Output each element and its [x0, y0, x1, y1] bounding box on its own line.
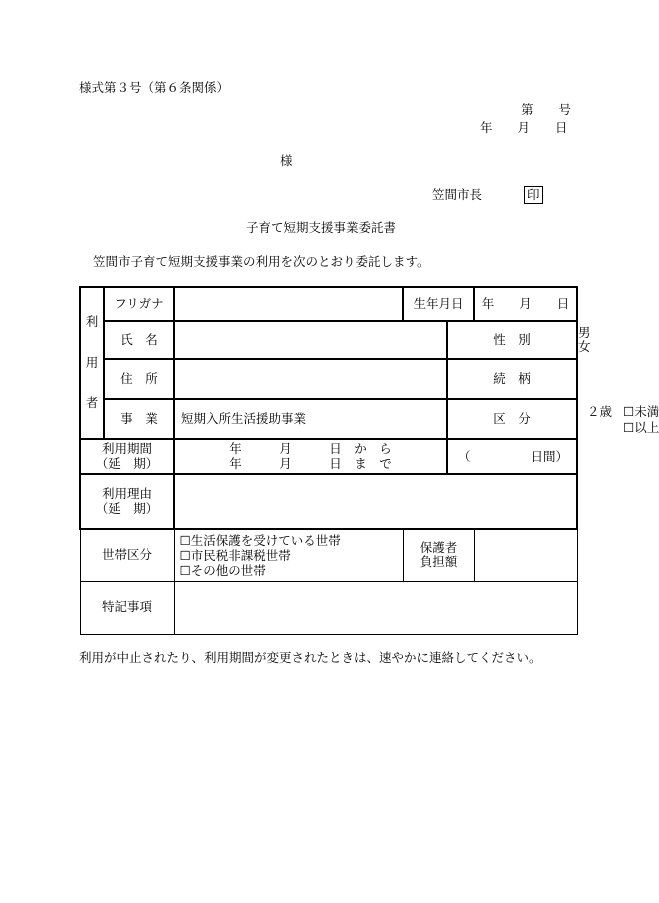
row-service: [80, 399, 577, 439]
period-label: [80, 439, 174, 474]
period-dates[interactable]: [174, 439, 447, 474]
row-name: 氏 名 性 別 男 女: [80, 321, 577, 359]
category-label: 区 分: [447, 399, 577, 439]
document-title: 子育て短期支援事業委託書: [246, 220, 397, 235]
household-label: 世帯区分: [80, 529, 174, 581]
issuer-name: 笠間市長: [432, 187, 483, 202]
form-number: 様式第３号（第６条関係）: [79, 80, 230, 95]
guardian-burden-field[interactable]: [474, 529, 577, 581]
period-days-open: （: [458, 448, 471, 464]
age-over-checkbox[interactable]: ☐以上: [623, 420, 659, 435]
guardian-label-line1: 保護者: [419, 539, 458, 555]
birthdate-field[interactable]: 年 月 日: [474, 287, 577, 321]
reason-label-line2: （延 期）: [95, 500, 159, 516]
user-group-label: [80, 287, 104, 439]
service-value: 短期入所生活援助事業: [174, 399, 447, 439]
intro-text: 笠間市子育て短期支援事業の利用を次のとおり委託します。: [93, 254, 430, 269]
entrustment-form-table: [79, 286, 659, 635]
seal-stamp: 印: [524, 186, 543, 204]
household-option-tax-exempt[interactable]: ☐市民税非課税世帯: [179, 547, 291, 563]
age-under-checkbox[interactable]: ☐未満: [623, 404, 659, 419]
birthdate-label: 生年月日: [403, 287, 474, 321]
name-field[interactable]: [174, 321, 447, 359]
row-address: [80, 359, 577, 399]
name-label: 氏 名: [104, 321, 174, 359]
household-options[interactable]: [174, 529, 403, 581]
gender-label: 性 別: [447, 321, 577, 359]
period-to: 年 月 日 ま で: [229, 455, 392, 471]
address-field[interactable]: [174, 359, 447, 399]
age-label: ２歳: [587, 404, 613, 419]
user-group-char-3: 者: [85, 395, 99, 411]
period-label-line2: （延 期）: [95, 455, 159, 471]
period-label-line1: 利用期間: [101, 441, 152, 457]
period-from: 年 月 日 か ら: [229, 441, 392, 457]
relation-label: 続 柄: [447, 359, 577, 399]
notes-field[interactable]: [174, 581, 577, 634]
footer-note: 利用が中止されたり、利用期間が変更されたときは、速やかに連絡してください。: [79, 650, 542, 665]
user-group-char-1: 利: [85, 314, 99, 330]
service-label: 事 業: [104, 399, 174, 439]
user-group-char-2: 用: [85, 354, 99, 370]
issue-date: 年 月 日: [480, 120, 568, 135]
addressee-suffix: 様: [280, 153, 293, 168]
row-household: [80, 529, 577, 581]
guardian-burden-label: [403, 529, 474, 581]
guardian-label-line2: 負担額: [419, 554, 458, 570]
household-option-other[interactable]: ☐その他の世帯: [179, 562, 266, 578]
document-number: 第 号: [521, 102, 572, 117]
row-period: [80, 439, 577, 474]
reason-field[interactable]: [174, 474, 577, 529]
furigana-field[interactable]: [174, 287, 403, 321]
row-notes: [80, 581, 577, 634]
household-option-welfare[interactable]: ☐生活保護を受けている世帯: [179, 532, 341, 548]
row-furigana: [80, 287, 577, 321]
row-reason: [80, 474, 577, 529]
period-days-close: 日間）: [530, 448, 569, 464]
address-label: 住 所: [104, 359, 174, 399]
furigana-label: フリガナ: [104, 287, 174, 321]
reason-label-line1: 利用理由: [101, 486, 152, 502]
reason-label: [80, 474, 174, 529]
period-days-field[interactable]: [447, 439, 577, 474]
notes-label: 特記事項: [80, 581, 174, 634]
